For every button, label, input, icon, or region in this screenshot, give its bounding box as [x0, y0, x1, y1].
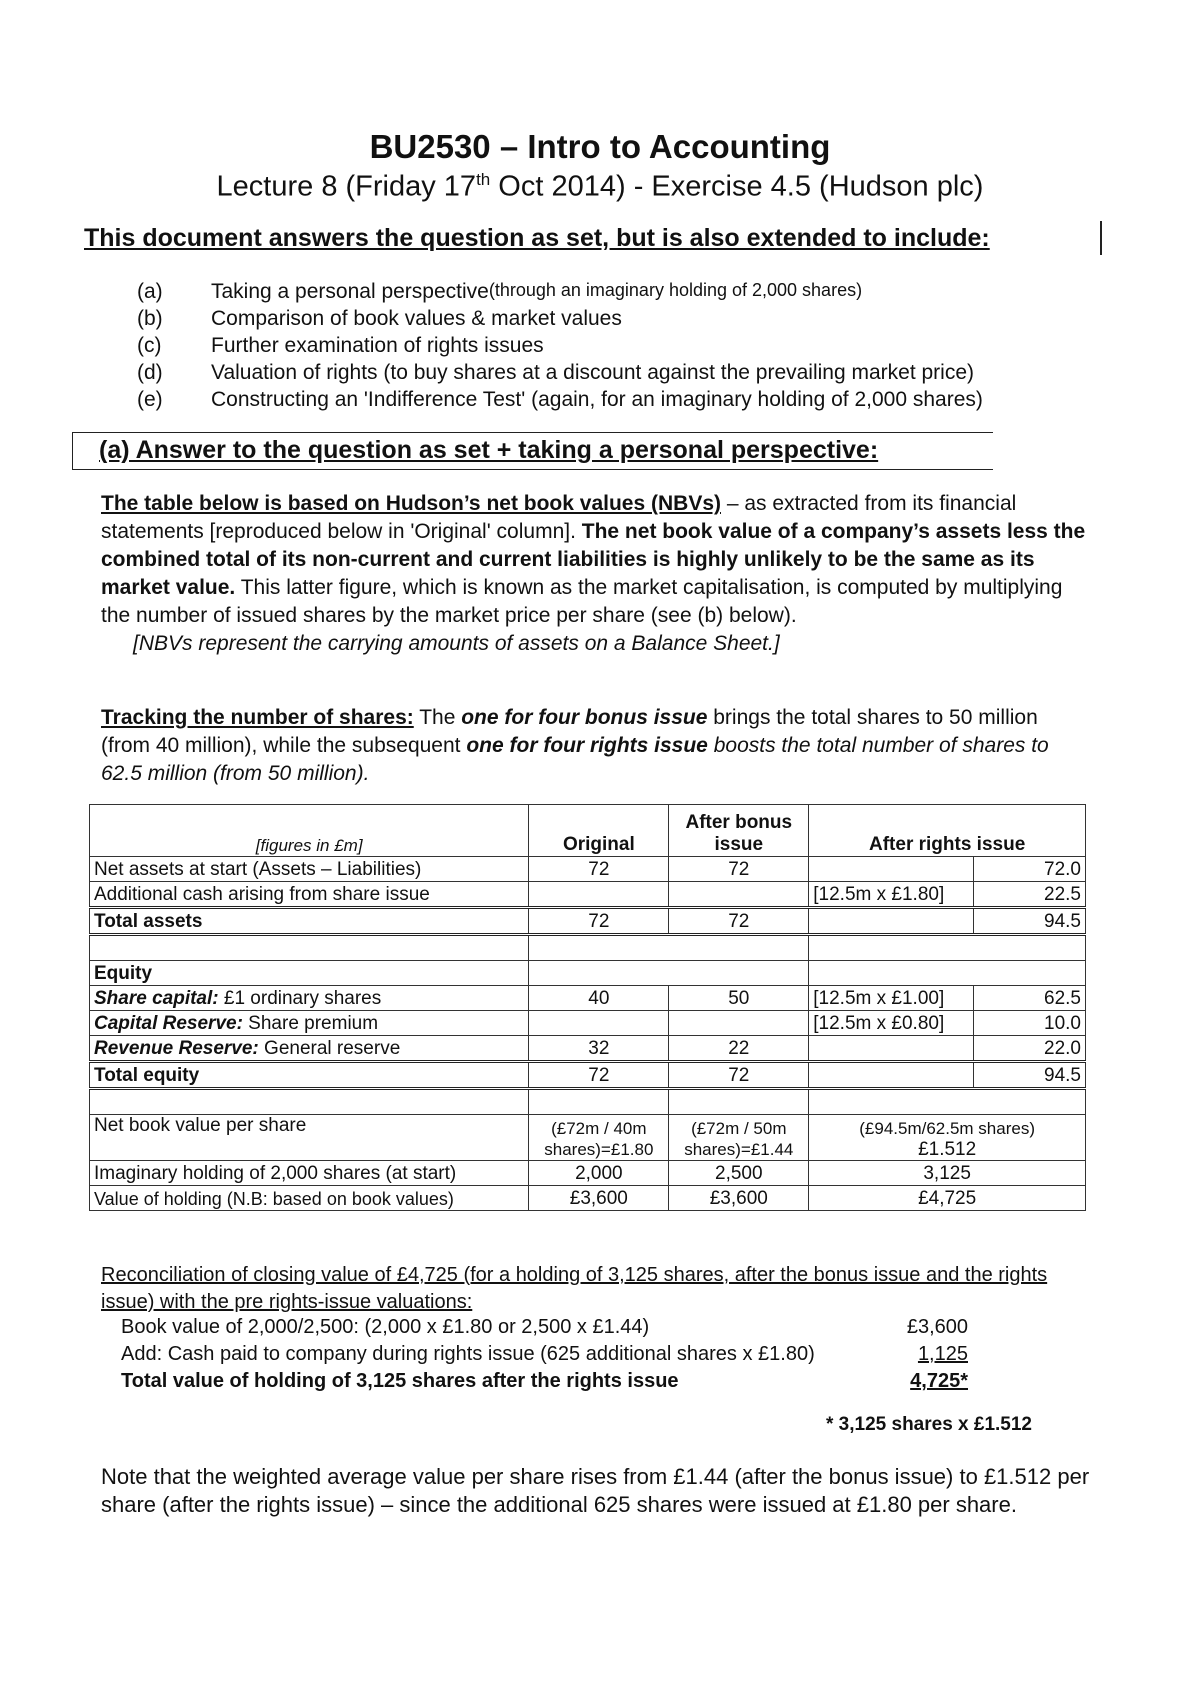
nbv-paragraph: The table below is based on Hudson’s net book values (NBVs) – as extracted from its financial statements [reproduced below in 'Original' column]. The net book value of a company’s assets less the combined total of its non-current and current liabilities is highly unlikely to be the same as its market value. This latter figure, which is known as the market capitalisation, is computed by multiplying the number of issued shares by the market price per share (see (b) below). [NBVs represent the carrying amounts of assets on a Balance Sheet.] — [101, 490, 1091, 658]
table-row: Capital Reserve: Share premium [12.5m x £0.80] 10.0 — [90, 1011, 1086, 1036]
table-header-row: [figures in £m] Original After bonus issue After rights issue — [90, 805, 1086, 857]
reconciliation-heading: Reconciliation of closing value of £4,725 (for a holding of 3,125 shares, after the bonus issue and the rights issue) with the pre rights-issue valuations: — [101, 1264, 1048, 1313]
closing-note: Note that the weighted average value per share rises from £1.44 (after the bonus issue) to £1.512 per share (after the rights issue) – since the additional 625 shares were issued at £1.80 per share. — [101, 1464, 1090, 1517]
table-row: Total assets 72 72 94.5 — [90, 908, 1086, 935]
extension-list — [137, 280, 983, 415]
table-row: Total equity 72 72 94.5 — [90, 1062, 1086, 1089]
table-row: Net book value per share (£72m / 40m shares)=£1.80 (£72m / 50m shares)=£1.44 (£94.5m/62.5m shares) £1.512 — [90, 1115, 1086, 1161]
table-row: Share capital: £1 ordinary shares 40 50 [12.5m x £1.00] 62.5 — [90, 986, 1086, 1011]
document-subtitle: Lecture 8 (Friday 17th Oct 2014) - Exercise 4.5 (Hudson plc) — [216, 170, 984, 203]
intro-heading: This document answers the question as set, but is also extended to include: — [84, 224, 990, 252]
footnote: * 3,125 shares x £1.512 — [826, 1414, 1033, 1435]
table-row: Equity — [90, 961, 1086, 986]
table-row: Additional cash arising from share issue [12.5m x £1.80] 22.5 — [90, 882, 1086, 908]
reconciliation-total: Total value of holding of 3,125 shares after the rights issue 4,725* — [121, 1370, 968, 1392]
shares-paragraph: Tracking the number of shares: The one for four bonus issue brings the total shares to 50 million (from 40 million), while the subsequent one for four rights issue boosts the total number of shares to 62.5 million (from 50 million). — [101, 706, 1049, 785]
section-a-heading: (a) Answer to the question as set + taking a personal perspective: — [99, 436, 879, 464]
reconciliation-line: Add: Cash paid to company during rights issue (625 additional shares x £1.80) 1,125 — [121, 1343, 968, 1365]
section-a-heading-box — [72, 432, 993, 470]
list-item: (c) Further examination of rights issues — [137, 334, 544, 357]
list-item: (b) Comparison of book values & market values — [137, 307, 622, 330]
document-title: BU2530 – Intro to Accounting — [369, 128, 831, 165]
table-spacer-row — [90, 935, 1086, 961]
list-item: (a) Taking a personal perspective (through an imaginary holding of 2,000 shares) — [137, 280, 863, 303]
table-spacer-row — [90, 1089, 1086, 1115]
table-row: Net assets at start (Assets – Liabilities) 72 72 72.0 — [90, 857, 1086, 882]
reconciliation — [101, 1262, 1091, 1397]
intro-heading-box — [82, 221, 1102, 255]
table-row: Revenue Reserve: General reserve 32 22 22.0 — [90, 1036, 1086, 1062]
table-row: Imaginary holding of 2,000 shares (at start) 2,000 2,500 3,125 — [90, 1161, 1086, 1186]
share-issue-table — [89, 804, 1086, 1211]
list-item: (d) Valuation of rights (to buy shares at a discount against the prevailing market price) — [137, 361, 975, 384]
reconciliation-line: Book value of 2,000/2,500: (2,000 x £1.80 or 2,500 x £1.44) £3,600 — [121, 1316, 968, 1338]
table-row: Value of holding (N.B: based on book values) £3,600 £3,600 £4,725 — [90, 1186, 1086, 1211]
nbv-note: [NBVs represent the carrying amounts of assets on a Balance Sheet.] — [133, 632, 780, 655]
list-item: (e) Constructing an 'Indifference Test' (again, for an imaginary holding of 2,000 shares) — [137, 388, 983, 411]
